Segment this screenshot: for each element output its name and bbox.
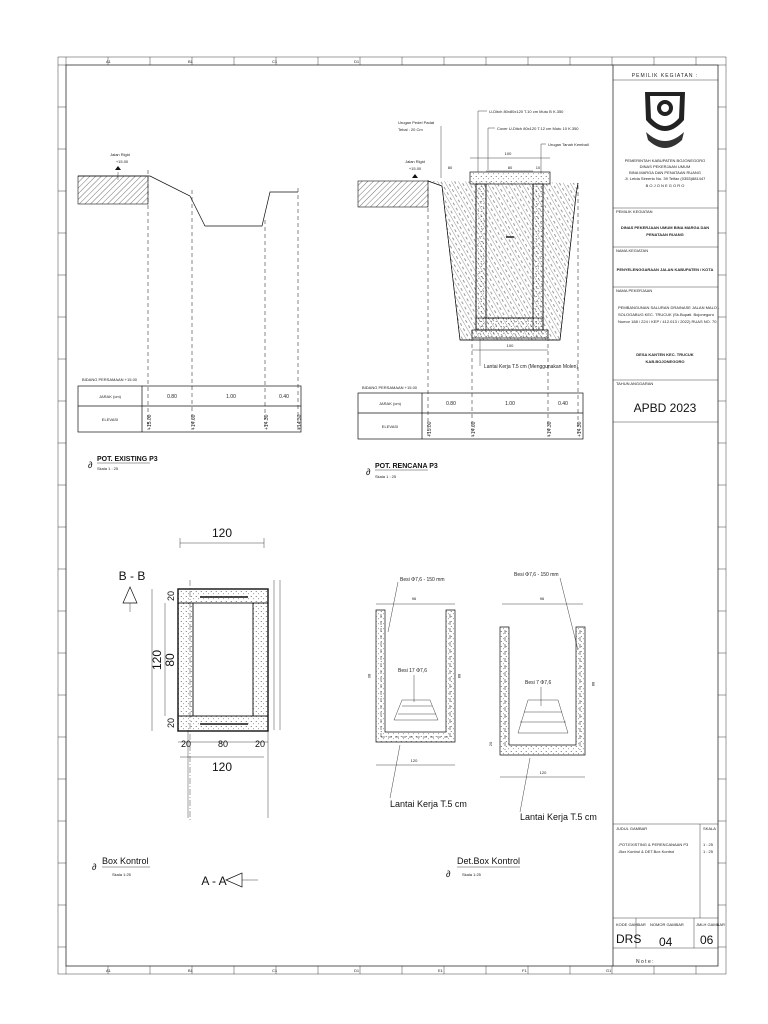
- dim-80-inner: 80: [507, 165, 513, 170]
- grid-label: A1: [106, 59, 111, 64]
- detr-dim-bottom: 120: [539, 770, 547, 775]
- rencana-elev: +14.30: [547, 421, 553, 437]
- section-aa-arrow: [226, 873, 242, 887]
- existing-title: POT. EXISTING P3: [97, 456, 158, 463]
- grid-label: D1: [354, 968, 360, 973]
- grid-label: F1: [522, 968, 527, 973]
- nomor-value: 04: [659, 935, 673, 949]
- callout-cover: Cover U-Ditch 80x120 T.12 cm Mutu 10 K.350: [497, 126, 579, 131]
- det-title: Det.Box Kontrol: [457, 856, 521, 866]
- callout-urugan-pedel: Urugan Pedel Padat: [398, 120, 435, 125]
- bk-dim-20b: 20: [166, 717, 176, 729]
- pekerjaan-value-1: PEMBANGUNAN SALURAN DRAINASE JALAN MALO -: [618, 305, 720, 310]
- existing-scale: Skala 1 : 25: [97, 466, 119, 471]
- pekerjaan-value-2: SOLOGABUG KEC. TRUCUK (Sk.Bupati. Bojonegoro: [618, 312, 714, 317]
- existing-bidang: BIDANG PERSAMAAN +15.00: [82, 377, 138, 382]
- detr-lantai: Lantai Kerja T.5 cm: [520, 812, 597, 822]
- bk-dim-left-outer: 120: [150, 649, 164, 671]
- existing-road-elev: +15.00: [115, 159, 129, 164]
- kode-value: DRS: [616, 932, 642, 946]
- det-scale: Skala 1:25: [462, 872, 481, 877]
- detr-dim-88: 88: [591, 681, 596, 687]
- dim-100-top: 100: [504, 151, 512, 156]
- det-box-right: [488, 572, 597, 822]
- bk-dim-bottom: 20: [180, 739, 192, 749]
- rencana-road-label: Jalan Rigid: [405, 159, 425, 164]
- existing-row-elevasi: ELEVASI: [101, 417, 119, 422]
- existing-elev: +14.30: [264, 414, 270, 430]
- bk-inner-wall: [193, 603, 253, 716]
- callout-tebal: Tebal : 20 Cm: [398, 127, 423, 132]
- skala-line: 1 : 25: [703, 849, 714, 854]
- skala-label: SKALA: [703, 826, 716, 831]
- box-kontrol: [92, 526, 280, 888]
- grid-label: A1: [106, 968, 111, 973]
- judul-label: JUDUL GAMBAR: [616, 826, 648, 831]
- bk-dim-20a: 20: [166, 590, 176, 602]
- rencana-elev: +14.30: [577, 421, 583, 437]
- rencana-bidang: BIDANG PERSAMAAN +15.00: [362, 385, 418, 390]
- rencana-elev: +15.00: [427, 421, 433, 437]
- bk-dim-bottom: 20: [254, 739, 266, 749]
- bk-scale: Skala 1:25: [112, 872, 131, 877]
- bk-title: Box Kontrol: [102, 856, 149, 866]
- pelaksana-value-2: PENATAAN RUANG: [646, 232, 684, 237]
- rencana-symbol: ∂: [366, 467, 371, 477]
- bk-dim-top: 120: [211, 526, 233, 540]
- existing-jarak: 0.40: [279, 394, 289, 400]
- dim-80-left: 80: [447, 165, 453, 170]
- detr-dim-20: 20: [488, 741, 493, 747]
- pot-existing: [78, 152, 303, 471]
- callout-udit: U-Ditch 80x80x120 T.10 cm Mutu B K.350: [489, 109, 564, 114]
- grid-label: C1: [272, 968, 278, 973]
- rencana-title: POT. RENCANA P3: [375, 463, 438, 470]
- section-aa: A - A: [201, 874, 227, 888]
- detl-dim-bottom: 120: [410, 758, 418, 763]
- owner-heading: PEMILIK KEGIATAN :: [631, 73, 699, 79]
- grid-label: B1: [188, 968, 193, 973]
- section-bb: B - B: [118, 569, 146, 583]
- jumlah-label: JMLH GAMBAR: [696, 922, 725, 927]
- detl-besi-mid: Besi 17 Φ7,6: [398, 668, 428, 674]
- rencana-scale: Skala 1 : 25: [375, 474, 397, 479]
- dim-10: 10: [535, 165, 541, 170]
- existing-elev: +14.30: [297, 414, 303, 430]
- pekerjaan-label: NAMA PEKERJAAN: [616, 288, 653, 293]
- grid-label: B1: [188, 59, 193, 64]
- rencana-jarak: 0.40: [558, 401, 568, 407]
- nomor-label: NOMOR GAMBAR: [650, 922, 684, 927]
- pelaksana-label: PEMILIK KEGIATAN: [616, 209, 653, 214]
- bk-dim-bottom: 80: [217, 739, 229, 749]
- udit-cover: [470, 172, 550, 184]
- detl-dim-side: 80: [367, 673, 372, 679]
- agency-line: PEMERINTAH KABUPATEN BOJONEGORO: [624, 158, 706, 163]
- lokasi-value-1: DESA KANTEN KEC. TRUCUK: [636, 352, 694, 357]
- skala-line: 1 : 25: [703, 842, 714, 847]
- existing-jarak: 1.00: [226, 394, 236, 400]
- det-symbol: ∂: [446, 869, 451, 879]
- callout-urugan-tanah: Urugan Tanah Kembali: [548, 142, 589, 147]
- anggaran-value: APBD 2023: [633, 401, 697, 415]
- grid-label: E1: [438, 968, 443, 973]
- agency-line: Jl. Letda Sireerto No. 39 Telfax (0353)881447: [624, 176, 706, 181]
- existing-jarak: 0.80: [167, 394, 177, 400]
- jumlah-value: 06: [700, 933, 714, 947]
- agency-line: BINA MARGA DAN PENATAAN RUANG: [629, 170, 701, 175]
- dim-100-bottom: 100: [506, 343, 514, 348]
- pot-rencana: [358, 109, 589, 479]
- rencana-road-elev: +15.00: [408, 166, 422, 171]
- kegiatan-value: PENYELENGGARAAN JALAN KABUPATEN / KOTA: [616, 267, 714, 272]
- rencana-lantai: Lantai Kerja T.5 cm (Menggunakan Molen): [484, 364, 579, 370]
- detl-besi-top: Besi Φ7,6 - 150 mm: [400, 577, 445, 583]
- detr-besi-mid: Besi 7 Φ7,6: [525, 680, 552, 686]
- bk-dim-bottom-total: 120: [211, 760, 233, 774]
- existing-symbol: ∂: [88, 460, 93, 470]
- lantai-kerja: [472, 330, 548, 338]
- judul-line: -Box Kontrol & DET.Box Kontrol: [618, 849, 675, 854]
- det-box-title: [446, 856, 520, 879]
- detr-dim-96: 96: [539, 596, 545, 601]
- grid-label: C1: [272, 59, 278, 64]
- existing-elev: +15.00: [147, 414, 153, 430]
- existing-row-jarak: JARAK (cm): [99, 394, 121, 399]
- pekerjaan-value-3: Nomor 188 / 224 / KEP / 412.013 / 2022) RUAS NO. 70: [618, 319, 717, 324]
- kode-label: KODE GAMBAR: [616, 922, 646, 927]
- rencana-jarak: 0.80: [446, 401, 456, 407]
- regency-logo: [645, 92, 685, 148]
- bk-dim-left-inner: 80: [163, 653, 177, 667]
- judul-line: -POT.EXISTING & PERENCANAAN P3: [618, 842, 689, 847]
- rencana-row-jarak: JARAK (cm): [379, 401, 401, 406]
- lokasi-value-2: KAB.BOJONEGORO: [645, 359, 685, 364]
- existing-elev: +14.60: [191, 414, 197, 430]
- rencana-elev: +14.60: [471, 421, 477, 437]
- agency-line: DINAS PEKERJAAN UMUM: [639, 164, 691, 169]
- pelaksana-value-1: DINAS PEKERJAAN UMUM BINA MARGA DAN: [620, 225, 710, 230]
- existing-road-label: Jalan Rigid: [110, 152, 130, 157]
- detr-besi-top: Besi Φ7,6 - 150 mm: [514, 572, 559, 578]
- kegiatan-label: NAMA KEGIATAN: [616, 248, 649, 253]
- rencana-jarak: 1.00: [505, 401, 515, 407]
- agency-line: B O J O N E G O R O: [645, 183, 685, 188]
- note-label: N o t e :: [636, 959, 654, 965]
- rencana-row-elevasi: ELEVASI: [381, 424, 399, 429]
- detl-dim-96: 96: [411, 596, 417, 601]
- grid-label: G1: [606, 968, 612, 973]
- det-box-left: [367, 577, 467, 809]
- detl-dim-88: 88: [457, 673, 462, 679]
- section-bb-arrow: [123, 587, 137, 603]
- bk-symbol: ∂: [92, 862, 97, 872]
- anggaran-label: TAHUN ANGGARAN: [616, 381, 654, 386]
- detl-lantai: Lantai Kerja T.5 cm: [390, 799, 467, 809]
- grid-label: D1: [354, 59, 360, 64]
- title-block: [613, 73, 725, 965]
